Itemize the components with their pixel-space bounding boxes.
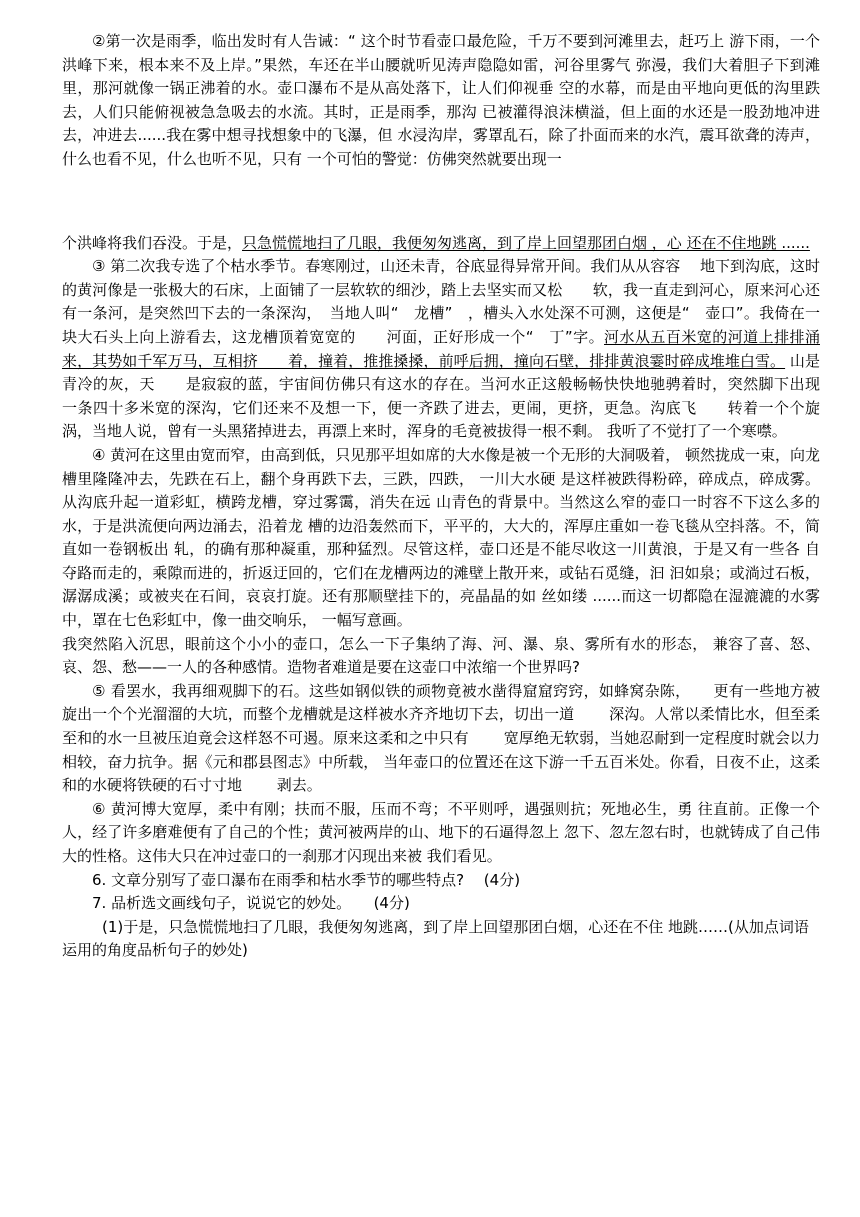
underlined-sentence-2: 河水从五百米宽的河道上排排涌来，其势如千军万马，互相挤 着，撞着，推推搡搡，前呼后拥，撞向石壁，排排黄浪霎时碎成堆堆白雪。 (62, 327, 820, 370)
question-6: 6. 文章分别写了壶口瀑布在雨季和枯水季节的哪些特点? (4分) (92, 870, 521, 889)
paragraph-4-continued: 我突然陷入沉思，眼前这个小小的壶口，怎么一下子集纳了海、河、瀑、泉、雾所有水的形态， 兼容了喜、怒、哀、怨、愁——一人的各种感情。造物者难道是要在这壶口中浓缩一个世界吗? (62, 634, 820, 677)
question-7: 7. 品析选文画线句子，说说它的妙处。 (4分) (92, 894, 410, 913)
paragraph-4: ④ 黄河在这里由宽而窄，由高到低，只见那平坦如席的大水像是被一个无形的大洞吸着， 顿然拢成一束，向龙槽里隆隆冲去，先跌在石上，翻个身再跌下去，三跌，四跌， 一川大水硬 是这样被跌得粉碎，碎成点，碎成雾。从沟底升起一道彩虹，横跨龙槽，穿过雾霭，消失在远 山青色的背景中。当然这么窄的壶口一时容不下这么多的水，于是洪流便向两边涌去，沿着龙 槽的边沿轰然而下，平平的，大大的，浑厚庄重如一卷飞毯从空抖落。不，简直如一卷钢板出 轧，的确有那种凝重，那种猛烈。尽管这样，壶口还是不能尽收这一川黄浪，于是又有一些各 自夺路而走的，乘隙而进的，折返迂回的，它们在龙槽两边的滩壁上散开来，或钻石觅缝，汩 汩如泉；或淌过石板，潺潺成溪；或被夹在石间，哀哀打旋。还有那顺壁挂下的，亮晶晶的如 丝如缕 ......而这一切都隐在湿漉漉的水雾中，罩在七色彩虹中，像一曲交响乐， 一幅写意画。 (62, 445, 820, 630)
question-7-part-1: (1)于是，只急慌慌地扫了几眼，我便匆匆逃离，到了岸上回望那团白烟，心还在不住 地跳……(从加点词语运用的角度品析句子的妙处) (62, 917, 809, 960)
paragraph-3-text-pre: ③ 第二次我专选了个枯水季节。春寒刚过，山还未青，谷底显得异常开间。我们从从容容 地下到沟底，这时的黄河像是一张极大的石床，上面铺了一层软软的细沙，踏上去坚实而又松 软，我一直走到河心，原来河心还有一条河，是突然凹下去的一条深沟， 当地人叫“ 龙槽” ，槽头入水处深不可测，这便是“ 壶口”。我倚在一块大石头上向上游看去，这龙槽顶着宽宽的 河面，正好形成一个“ 丁”字。 (62, 257, 820, 346)
paragraph-2-text: 个洪峰将我们吞没。于是， (62, 233, 243, 252)
document-page (62, 30, 851, 963)
blank-gap (62, 172, 820, 232)
paragraph-5: ⑤ 看罢水，我再细观脚下的石。这些如钢似铁的顽物竟被水凿得窟窟窍窍，如蜂窝杂陈， 更有一些地方被旋出一个个光溜溜的大坑，而整个龙槽就是这样被水齐齐地切下去，切出一道 深沟。人常以柔情比水，但至柔至和的水一旦被压迫竟会这样怒不可遏。原来这柔和之中只有 宽厚绝无软弱，当她忍耐到一定程度时就会以力相较，奋力抗争。据《元和郡县图志》中所载， 当年壶口的位置还在这下游一千五百米处。你看，日夜不止，这柔和的水硬将铁硬的石寸寸地 剥去。 (62, 681, 820, 795)
paragraph-3 (62, 255, 851, 444)
underlined-sentence-1: 只急慌慌地扫了几眼，我便匆匆逃离，到了岸上回望那团白烟 ，心 还在不住地跳 ...... (242, 233, 810, 252)
paragraph-3-text-post: 山是青冷的灰，天 是寂寂的蓝，宇宙间仿佛只有这水的存在。当河水正这般畅畅快快地驰骋着时，突然脚下出现 一条四十多米宽的深沟，它们还来不及想一下，便一齐跌了进去，更闹，更挤，更急。沟底飞 转着一个个旋涡，当地人说，曾有一头黑猪掉进去，再漂上来时，浑身的毛竟被拔得一根不剩。 我听了不觉打了一个寒噤。 (62, 351, 851, 441)
paragraph-6: ⑥ 黄河博大宽厚，柔中有刚；扶而不服，压而不弯；不平则呼，遇强则抗；死地必生，勇 往直前。正像一个人，经了许多磨难便有了自己的个性；黄河被两岸的山、地下的石逼得忽上 忽下、忽左忽右时，也就铸成了自己伟大的性格。这伟大只在冲过壶口的一刹那才闪现出来被 我们看见。 (62, 799, 820, 865)
paragraph-2-part-2 (62, 232, 820, 256)
paragraph-2-part-1: ②第一次是雨季，临出发时有人告诫：“ 这个时节看壶口最危险，千万不要到河滩里去，赶巧上 游下雨，一个洪峰下来，根本来不及上岸。”果然，车还在半山腰就听见涛声隐隐如雷，河谷里雾气 弥漫，我们大着胆子下到滩里，那河就像一锅正沸着的水。壶口瀑布不是从高处落下，让人们仰视垂 空的水幕，而是由平地向更低的沟里跌去，人们只能俯视被急急吸去的水流。其时，正是雨季，那沟 已被灌得浪沫横溢，但上面的水还是一股劲地冲进去，冲进去......我在雾中想寻找想象中的飞瀑，但 水浸沟岸，雾罩乱石，除了扑面而来的水汽，震耳欲聋的涛声，什么也看不见，什么也听不见，只有 一个可怕的警觉：仿佛突然就要出现一 (62, 32, 820, 168)
